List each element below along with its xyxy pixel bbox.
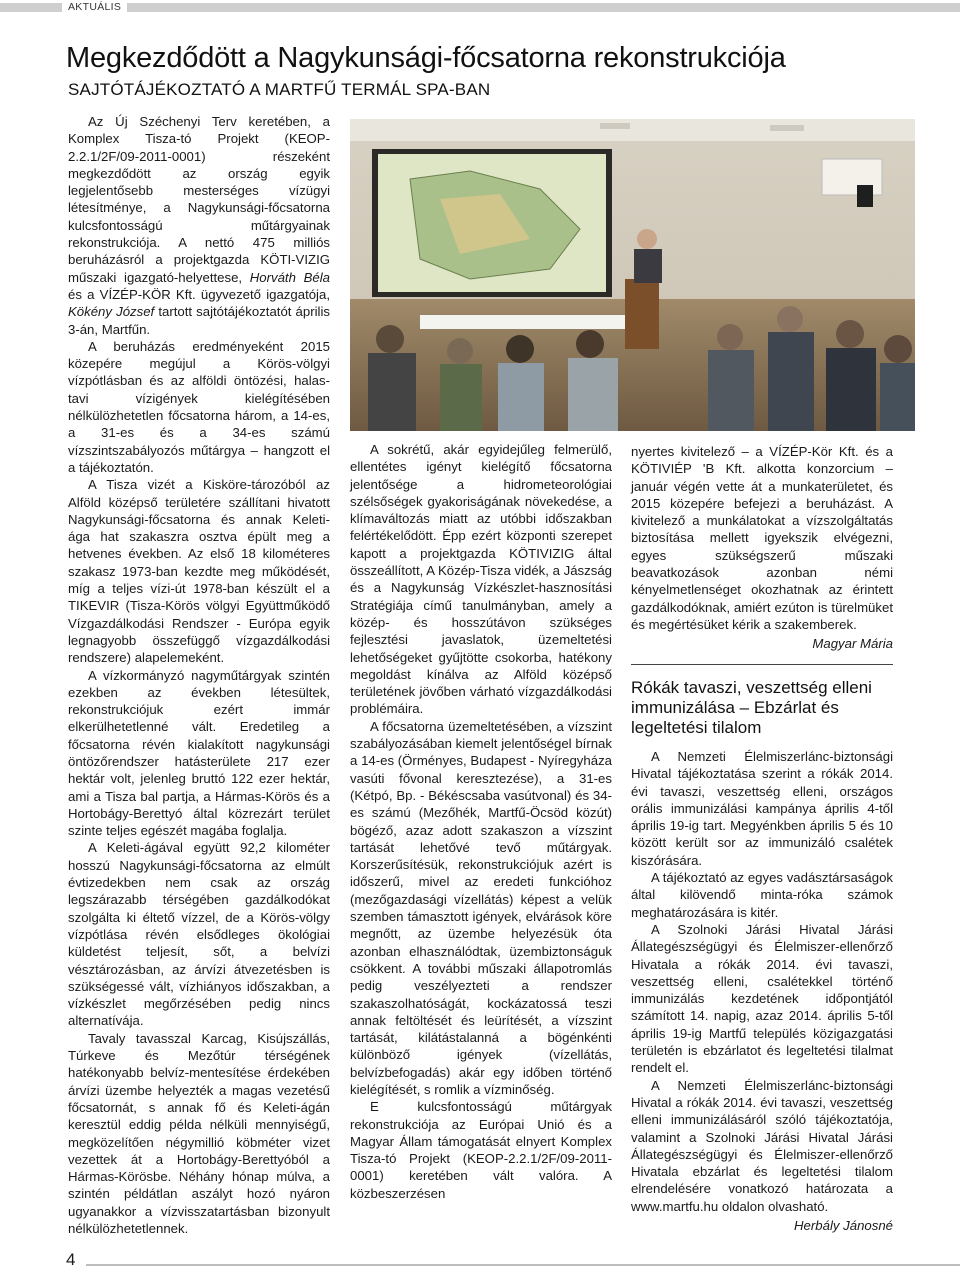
paragraph: A Nemzeti Élelmiszerlánc-biztonsági Hivatal a rókák 2014. évi tavaszi, veszettség elleni immunizálásáról szóló tájékoztatója, valamint a Szolnoki Járási Hivatal Járási Állategészségügyi és Élelmiszer-ellenőrző Hivatala ebzárlat és legeltetési tilalom elrendelésére vonatkozó határozata a www.martfu.hu oldalon olvasható. — [631, 1077, 893, 1214]
footer-rule — [86, 1264, 960, 1266]
article-column-3 — [631, 443, 893, 653]
article-column-2 — [350, 441, 612, 1202]
article-title: Megkezdődött a Nagykunsági-főcsatorna rekonstrukciója — [66, 42, 786, 74]
press-conference-photo — [350, 119, 915, 431]
section-bar-right — [127, 3, 960, 12]
section-label: AKTUÁLIS — [68, 1, 122, 13]
author-signature: Herbály Jánosné — [794, 1218, 893, 1234]
paragraph: Tavaly tavasszal Karcag, Kisújszállás, Túrkeve és Mezőtúr térségének hatékonyabb belvíz-mentesítése érdekében árvízi üzembe helyezték a magas vezetésű főcsatornát, s annak fő és Keleti-ágán keresztül eddig példa nélküli mennyiségű, megközelítően négymillió köbméter vizet vezettek át a Hortobágy-Berettyóból a Hármas-Körösbe. Néhány hónap múlva, a szintén példátlan aszályt hozó nyáron ugyanakkor a vízvisszatartásban bizonyult nélkülözhetetlennek. — [68, 1030, 330, 1236]
author-signature: Magyar Mária — [812, 636, 893, 652]
paragraph: nyertes kivitelező – a VÍZÉP-Kör Kft. és a KÖTIVIÉP 'B Kft. alkotta konzorcium – január végén vette át a munkaterületet, és 2015 közepére befejezi a beruházást. A kivitelező a munkálatokat a vízszolgáltatás biztosítása mellett igyekszik elvégezni, egyes szükségszerű műszaki beavatkozások azonban némi kényelmetlenséget okozhatnak az érintett gazdálkodóknak, amiért ezúton is türelmüket és megértésüket kérik a szakemberek. — [631, 444, 893, 632]
article2-body — [631, 748, 893, 1234]
person-name: Kökény József — [68, 304, 155, 320]
paragraph: Az Új Széchenyi Terv keretében, a Komplex Tisza-tó Projekt (KEOP-2.2.1/2F/09-2011-0001) részeként megkezdődött az ország egyik legjelentősebb mesterséges vízügyi létesítménye, a Nagykunsági-főcsatorna kulcsfontosságú műtárgyainak rekonstrukciója. A nettó 475 milliós beruházásról a projektgazda KÖTI-VIZIG műszaki igazgató-helyettese, Horváth Béla és a VÍZÉP-KÖR Kft. ügyvezető igazgatója, Kökény József tartott sajtótájékoztatót április 3-án, Martfűn. — [68, 114, 331, 337]
paragraph: A tájékoztató az egyes vadásztársaságok által kilövendő minta-róka számok meghatározására is kitér. — [631, 870, 893, 920]
page-number: 4 — [66, 1250, 76, 1269]
paragraph: A Keleti-ágával együtt 92,2 kilométer hosszú Nagykunsági-főcsatorna az elmúlt évtizedekben nem csak az ország legszárazabb térségében gazdálkodókat szolgálta ki éltető vízzel, de a Körös-völgy vízpótlása révén elsődleges ökológiai küldetést teljesít, sőt, a belvízi vésztározásban, az árvízi átvezetésben is szükségessé vált, vízhiányos időszakban, a vízkészlet megőrzésében pedig nincs alternatívája. — [68, 840, 330, 1029]
article-subtitle: SAJTÓTÁJÉKOZTATÓ A MARTFŰ TERMÁL SPA-BAN — [68, 80, 491, 99]
article-divider — [631, 664, 893, 665]
paragraph: A Nemzeti Élelmiszerlánc-biztonsági Hivatal tájékoztatása szerint a rókák 2014. évi tavaszi, veszettség elleni, országos orális immunizálási kampánya április 4-től április 19-ig tart. Megyénkben április 5 és 10 között került sor az immunizáló csalétek kiszórására. — [631, 749, 893, 868]
paragraph: A Szolnoki Járási Hivatal Járási Állategészségügyi és Élelmiszer-ellenőrző Hivatala a rókák 2014. évi tavaszi, veszettség elleni, csalétekkel történő immunizálás kezdetének időpontjától számított 14. napig, azaz 2014. április 5-től április 19-ig Martfű település közigazgatási területén is ebzárlatot és legeltetési tilalmat rendelt el. — [631, 921, 893, 1076]
section-header — [0, 0, 960, 14]
paragraph: A sokrétű, akár egyidejűleg felmerülő, ellentétes igényt kielégítő főcsatorna jelentősége a hidrometeorológiai szélsőségek gyakoriságának növekedése, a klímaváltozás miatt az utóbbi időszakban felértékelődött. Épp ezért központi szerepet kapott a projektgazda KÖTIVIZIG által összeállított, A Közép-Tisza vidék, a Jászság és a Nagykunság Vízkészlet-hasznosítási Stratégiája című tanulmányban, amely a közép- és hosszútávon szükséges fejlesztési javaslatok, üzemeltetési lehetőségeket gyűjtötte csokorba, hatékony megoldást kínálva az Alföld középső területének jövőben várható vízgazdálkodási problémáira. — [350, 442, 612, 717]
paragraph: A vízkormányzó nagyműtárgyak szintén ezekben az években létesültek, rekonstrukciójuk ezért immár elkerülhetetlenné vált. Eredetileg a főcsatorna révén kialakított nagykunsági öntözőrendszer hatásterülete 217 ezer hektár volt, jelenleg bruttó 122 ezer hektár, ami a Tisza bal partja, a Hármas-Körös és a Hortobágy-Berettyó által közrezárt terület szinte teljes egészét magába foglalja. — [68, 667, 330, 839]
paragraph: A beruházás eredményeként 2015 közepére megújul a Körös-völgyi vízpótlásban és az alföldi öntözési, halas-tavi vízigények kielégítésében nélkülözhetetlen főcsatorna három, a 14-es, a 31-es és a 34-es számú vízszintszabályozós műtárgya – hangzott el a tájékoztatón. — [68, 338, 330, 475]
person-name: Horváth Béla — [249, 269, 330, 285]
section-bar-left — [0, 3, 62, 12]
paragraph: A Tisza vizét a Kisköre-tározóból az Alföld középső területére szállítani hivatott Nagykunsági-főcsatorna és annak Keleti-ága hat szakaszra osztva épült meg a hetvenes években. Az első 18 kilométeres szakasz 1973-ban kezdte meg működését, míg a teljes vízi-út 1978-ban készült el a TIKEVIR (Tisza-Körös völgyi Együttműködő Vízgazdálkodási Rendszer - Európa egyik legnagyobb összefüggő vízgazdálkodási rendszere) alapelemeként. — [68, 477, 330, 666]
article-column-1 — [68, 113, 330, 1237]
article2-headline: Rókák tavaszi, veszettség elleni immunizálása – Ebzárlat és legeltetési tilalom — [631, 678, 872, 737]
paragraph: A főcsatorna üzemeltetésében, a vízszint szabályozásában kiemelt jelentőségel bírnak a 14-es (Örményes, Budapest - Nyíregyháza vasúti fővonal keresztezése), a 31-es (Kétpó, Bp. - Békéscsaba vasútvonal) és 34-es számú (Mezőhék, Martfű-Öcsöd közút) bögéző, azaz adott szakaszon a vízszint tartását lehetővé tevő műtárgyak. Korszerűsítésük, rekonstrukciójuk azért is időszerű, mivel az eredeti funkcióhoz (mezőgazdasági vízellátás) képest a velük szemben támasztott igények, elvárások köre megnőtt, az üzembe helyezésük óta azonban elhasználódtak, üzembiztonságuk csökkent. A további műszaki állapotromlás pedig veszélyezteti a rendszer szakaszolhatóságát, kockázatossá teszi annak feltöltését és leürítését, a vízszint tartását, kilátástalanná a bögénkénti különböző igények (vízellátás, belvízbefogadás) akár egy időben történő kielégítését, s romlik a vízminőség. — [350, 718, 612, 1097]
paragraph: E kulcsfontosságú műtárgyak rekonstrukciója az Európai Unió és a Magyar Állam támogatását elnyert Komplex Tisza-tó Projekt (KEOP-2.2.1/2F/09-2011-0001) keretében vált valóra. A közbeszerzésen — [350, 1099, 612, 1201]
